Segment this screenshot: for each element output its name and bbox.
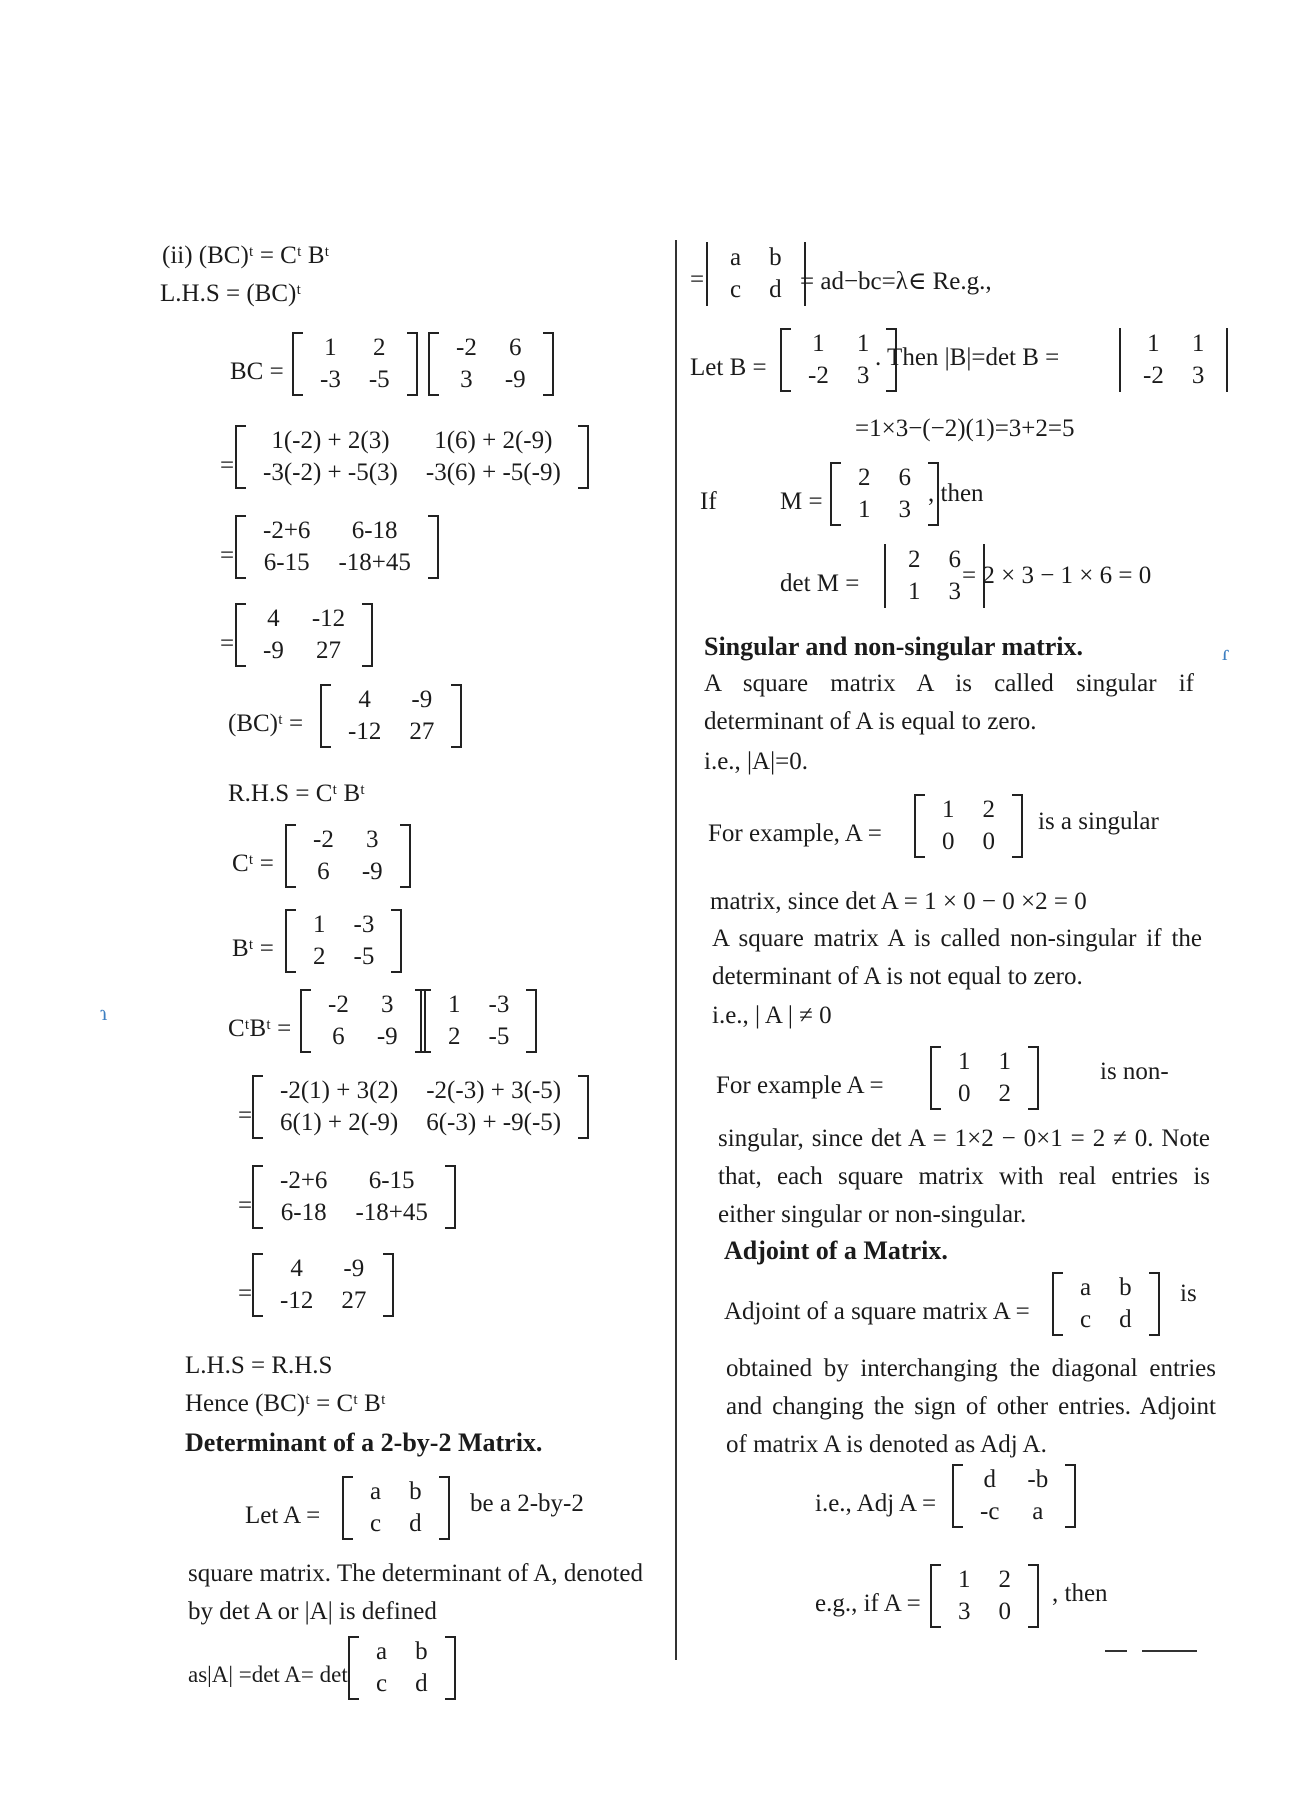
matrix-bracket-left — [285, 909, 296, 973]
matrix-entry: -9 — [504, 366, 526, 393]
matrix-grid — [362, 1636, 442, 1700]
matrix-bracket-right — [451, 684, 462, 748]
matrix-entry: 1 — [1147, 330, 1160, 357]
matrix-grid — [944, 1046, 1025, 1110]
matrix-entry: 6-15 — [263, 549, 310, 576]
adj-a-label: i.e., Adj A = — [815, 1490, 937, 1517]
matrix-adjoint-formula — [952, 1464, 1076, 1528]
matrix-entry: -2 — [1143, 362, 1164, 389]
matrix-grid — [249, 515, 425, 579]
matrix-entry: 6-18 — [280, 1199, 327, 1226]
matrix-entry: 2 — [313, 943, 326, 970]
matrix-row — [794, 328, 883, 360]
matrix-entry: d — [409, 1510, 422, 1537]
equals-sign: = — [220, 452, 235, 479]
matrix-row — [1129, 328, 1218, 360]
matrix-entry: 1 — [313, 911, 326, 938]
matrix-entry: 1(-2) + 2(3) — [271, 427, 390, 454]
matrix-entry: -2 — [328, 991, 349, 1018]
matrix-entry: 1(6) + 2(-9) — [434, 427, 553, 454]
matrix-entry: 0 — [958, 1080, 971, 1107]
matrix-row — [362, 1636, 442, 1668]
matrix-entry: 0 — [998, 1598, 1011, 1625]
matrix-entry: 6 — [948, 546, 961, 573]
matrix-product-sums — [235, 515, 439, 579]
matrix-entry: 3 — [365, 826, 379, 853]
nonsingular-reason: singular, since det A = 1×2 − 0×1 = 2 ≠ 0. Note that, each square matrix with real entries is either singular or non-singular. — [718, 1125, 1210, 1228]
matrix-entry: 2 — [908, 546, 921, 573]
matrix-bracket-right — [391, 909, 402, 973]
matrix-bracket-right — [578, 425, 589, 489]
matrix-entry: 2 — [998, 1566, 1011, 1593]
matrix-entry: 3 — [948, 578, 961, 605]
matrix-entry: -5 — [488, 1023, 510, 1050]
matrix-ctbt-sums — [252, 1165, 456, 1229]
matrix-bracket-left — [292, 332, 303, 396]
matrix-entry: 1 — [958, 1566, 971, 1593]
matrix-grid — [716, 242, 796, 306]
matrix-entry: 3 — [1191, 362, 1205, 389]
determinant-definition: square matrix. The determinant of A, denoted by det A or |A| is defined — [188, 1560, 643, 1625]
matrix-row — [266, 1107, 575, 1139]
matrix-row — [306, 364, 404, 396]
matrix-entry: 0 — [982, 828, 995, 855]
matrix-entry: -2 — [808, 362, 829, 389]
matrix-entry: c — [730, 276, 742, 303]
matrix-row — [356, 1508, 436, 1540]
matrix-row — [716, 242, 796, 274]
matrix-row — [1066, 1272, 1146, 1304]
matrix-bracket-left — [930, 1564, 941, 1628]
matrix-entry: -2 — [456, 334, 477, 361]
matrix-bt-copy — [420, 989, 537, 1053]
matrix-entry: 3 — [958, 1598, 971, 1625]
hence-line: Hence (BC)ᵗ = Cᵗ Bᵗ — [185, 1390, 386, 1417]
matrix-entry: a — [730, 244, 742, 271]
matrix-row — [266, 1253, 380, 1285]
matrix-entry: 1 — [998, 1048, 1011, 1075]
matrix-entry: 2 — [998, 1080, 1011, 1107]
matrix-entry: -3 — [320, 366, 341, 393]
matrix-row — [1066, 1304, 1146, 1336]
matrix-row — [249, 547, 425, 579]
matrix-row — [434, 989, 523, 1021]
as-det-label: as|A| =det A= det — [188, 1662, 348, 1687]
matrix-bracket-left — [252, 1253, 263, 1317]
matrix-entry: 4 — [358, 686, 371, 713]
matrix-entry: -2+6 — [280, 1167, 328, 1194]
matrix-grid — [266, 1253, 380, 1317]
is-non-text: is non- — [1100, 1058, 1169, 1085]
right-column — [690, 240, 1230, 1660]
let-a-label: Let A = — [245, 1502, 321, 1529]
equals-sign: = — [690, 266, 705, 293]
matrix-entry: 0 — [942, 828, 955, 855]
matrix-bracket-right — [578, 1075, 589, 1139]
matrix-entry: c — [376, 1670, 388, 1697]
matrix-bracket-right — [445, 1165, 456, 1229]
matrix-bracket-left — [300, 989, 311, 1053]
det-b — [1115, 328, 1232, 392]
matrix-bracket-left — [342, 1476, 353, 1540]
left-column — [150, 240, 650, 1697]
matrix-grid — [266, 1075, 575, 1139]
matrix-entry: 6-15 — [368, 1167, 415, 1194]
matrix-grid — [334, 684, 448, 748]
matrix-entry: 1 — [1191, 330, 1205, 357]
matrix-entry: -2(1) + 3(2) — [280, 1077, 399, 1104]
matrix-row — [249, 515, 425, 547]
matrix-bracket-left — [348, 1636, 359, 1700]
matrix-entry: 4 — [290, 1255, 303, 1282]
det-b-calculation: =1×3−(−2)(1)=3+2=5 — [855, 415, 1075, 442]
matrix-entry: 1 — [448, 991, 461, 1018]
matrix-adjoint-generic — [1052, 1272, 1160, 1336]
bc-label: BC = — [230, 358, 284, 385]
matrix-entry: -9 — [343, 1255, 365, 1282]
matrix-bracket-right — [1149, 1272, 1160, 1336]
is-label: is — [1180, 1280, 1197, 1307]
matrix-entry: 1 — [958, 1048, 971, 1075]
matrix-grid — [944, 1564, 1025, 1628]
matrix-entry: -9 — [361, 858, 383, 885]
matrix-grid — [356, 1476, 436, 1540]
matrix-grid — [1129, 328, 1218, 392]
matrix-entry: 6 — [317, 858, 330, 885]
matrix-grid — [928, 794, 1009, 858]
determinant-heading: Determinant of a 2-by-2 Matrix. — [185, 1428, 543, 1457]
matrix-entry: 1 — [858, 496, 871, 523]
matrix-row — [266, 1285, 380, 1317]
matrix-row — [266, 1197, 442, 1229]
matrix-entry: -9 — [376, 1023, 398, 1050]
transpose-statement: (ii) (BC)ᵗ = Cᵗ Bᵗ — [162, 242, 330, 269]
matrix-row — [249, 425, 575, 457]
matrix-entry: d — [415, 1670, 428, 1697]
matrix-entry: 6 — [898, 464, 911, 491]
matrix-entry: c — [1080, 1306, 1092, 1333]
matrix-bracket-left — [952, 1464, 963, 1528]
matrix-b — [428, 332, 554, 396]
nonsingular-definition: A square matrix A is called non-singular if the determinant of A is not equal to zero. — [712, 925, 1202, 990]
bc-transpose-label: (BC)ᵗ = — [228, 710, 304, 737]
matrix-bracket-left — [428, 332, 439, 396]
adjoint-definition: obtained by interchanging the diagonal entries and changing the sign of other entries. Adjoint of matrix A is denoted as Adj A. — [726, 1355, 1216, 1458]
matrix-row — [844, 494, 925, 526]
matrix-row — [299, 856, 397, 888]
matrix-row — [314, 1021, 412, 1053]
matrix-grid — [249, 425, 575, 489]
matrix-entry: 6 — [508, 334, 522, 361]
matrix-entry: b — [1119, 1274, 1132, 1301]
matrix-entry: 2 — [982, 796, 995, 823]
det-m-calculation: = 2 × 3 − 1 × 6 = 0 — [962, 562, 1152, 589]
matrix-grid — [299, 909, 388, 973]
matrix-row — [266, 1075, 575, 1107]
matrix-row — [944, 1078, 1025, 1110]
adjoint-intro: Adjoint of a square matrix A = — [724, 1298, 1030, 1325]
matrix-m — [830, 462, 939, 526]
matrix-entry: 1 — [908, 578, 921, 605]
matrix-entry: 27 — [341, 1287, 367, 1314]
matrix-bracket-right — [1028, 1564, 1039, 1628]
m-label: M = — [780, 488, 823, 515]
matrix-row — [928, 826, 1009, 858]
matrix-bt — [285, 909, 402, 973]
matrix-entry: a — [1080, 1274, 1092, 1301]
matrix-entry: 6 — [332, 1023, 345, 1050]
matrix-a — [292, 332, 418, 396]
matrix-entry: a — [376, 1638, 388, 1665]
matrix-bracket-right — [383, 1253, 394, 1317]
ct-label: Cᵗ = — [232, 850, 274, 877]
singular-condition: i.e., |A|=0. — [704, 748, 808, 775]
matrix-bc-result — [235, 603, 373, 667]
matrix-row — [266, 1165, 442, 1197]
ctbt-label: CᵗBᵗ = — [228, 1015, 292, 1042]
footer-rule-short — [1105, 1650, 1127, 1652]
matrix-row — [314, 989, 412, 1021]
matrix-bracket-left — [780, 328, 791, 392]
matrix-bracket-right — [439, 1476, 450, 1540]
matrix-bracket-left — [706, 242, 708, 306]
matrix-grid — [299, 824, 397, 888]
equals-sign: = — [238, 1102, 253, 1129]
matrix-bracket-left — [285, 824, 296, 888]
matrix-bracket-right — [1226, 328, 1228, 392]
matrix-a-generic — [342, 1476, 450, 1540]
matrix-ct-copy — [300, 989, 426, 1053]
matrix-entry: 1 — [942, 796, 955, 823]
matrix-entry: 2 — [448, 1023, 461, 1050]
matrix-entry: 1 — [812, 330, 825, 357]
for-example-label: For example, A = — [708, 820, 882, 847]
matrix-row — [944, 1046, 1025, 1078]
singular-reason: matrix, since det A = 1 × 0 − 0 ×2 = 0 — [710, 888, 1087, 915]
scan-mark: ɾ — [1222, 640, 1230, 665]
matrix-bracket-right — [1065, 1464, 1076, 1528]
matrix-entry: -3(-2) + -5(3) — [263, 459, 398, 486]
matrix-grid — [434, 989, 523, 1053]
matrix-grid — [844, 462, 925, 526]
matrix-grid — [966, 1464, 1062, 1528]
matrix-product-expansion — [235, 425, 589, 489]
equals-sign: = — [238, 1192, 253, 1219]
matrix-row — [299, 941, 388, 973]
matrix-entry: 2 — [372, 334, 386, 361]
matrix-bracket-left — [884, 544, 886, 608]
matrix-bracket-left — [930, 1046, 941, 1110]
matrix-entry: 3 — [460, 366, 473, 393]
matrix-row — [442, 364, 540, 396]
matrix-entry: 6-18 — [351, 517, 398, 544]
matrix-bracket-left — [830, 462, 841, 526]
matrix-grid — [249, 603, 359, 667]
matrix-entry: -18+45 — [338, 549, 411, 576]
matrix-bracket-right — [543, 332, 554, 396]
matrix-bracket-left — [914, 794, 925, 858]
matrix-entry: -3(6) + -5(-9) — [425, 459, 561, 486]
matrix-entry: 3 — [898, 496, 911, 523]
matrix-row — [306, 332, 404, 364]
matrix-nonsingular-example — [930, 1046, 1039, 1110]
matrix-row — [356, 1476, 436, 1508]
lhs-line: L.H.S = (BC)ᵗ — [160, 280, 302, 307]
bt-label: Bᵗ = — [232, 935, 274, 962]
matrix-entry: b — [769, 244, 782, 271]
matrix-row — [928, 794, 1009, 826]
matrix-entry: 27 — [315, 637, 341, 664]
matrix-entry: -2+6 — [263, 517, 311, 544]
lhs-equals-rhs: L.H.S = R.H.S — [185, 1352, 333, 1379]
matrix-bracket-right — [1012, 794, 1023, 858]
matrix-row — [334, 716, 448, 748]
rhs-line: R.H.S = Cᵗ Bᵗ — [228, 780, 365, 807]
column-divider — [675, 240, 677, 1660]
matrix-row — [966, 1464, 1062, 1496]
matrix-entry: -12 — [311, 605, 346, 632]
is-singular-text: is a singular — [1038, 808, 1159, 835]
matrix-entry: 27 — [409, 718, 435, 745]
matrix-ct — [285, 824, 411, 888]
matrix-entry: -18+45 — [355, 1199, 428, 1226]
matrix-row — [249, 457, 575, 489]
matrix-entry: d — [983, 1466, 996, 1493]
footer-rule-long — [1142, 1650, 1197, 1652]
matrix-bracket-left — [420, 989, 431, 1053]
matrix-entry: 2 — [858, 464, 871, 491]
then-label-2: , then — [1052, 1580, 1108, 1607]
matrix-ctbt-result — [252, 1253, 394, 1317]
then-label: , then — [928, 480, 984, 507]
matrix-row — [944, 1596, 1025, 1628]
matrix-row — [362, 1668, 442, 1700]
equals-sign: = — [220, 630, 235, 657]
matrix-row — [1129, 360, 1218, 392]
matrix-entry: d — [769, 276, 782, 303]
then-det-b: . Then |B|=det B = — [875, 344, 1060, 371]
matrix-entry: c — [370, 1510, 382, 1537]
matrix-row — [442, 332, 540, 364]
matrix-row — [334, 684, 448, 716]
matrix-entry: -2 — [313, 826, 334, 853]
matrix-bracket-right — [407, 332, 418, 396]
matrix-entry: -12 — [280, 1287, 314, 1314]
matrix-row — [966, 1496, 1062, 1528]
matrix-row — [249, 635, 359, 667]
matrix-bracket-right — [362, 603, 373, 667]
matrix-grid — [794, 328, 883, 392]
matrix-entry: d — [1119, 1306, 1132, 1333]
matrix-row — [434, 1021, 523, 1053]
matrix-bracket-left — [320, 684, 331, 748]
matrix-bc-transpose — [320, 684, 462, 748]
matrix-grid — [1066, 1272, 1146, 1336]
equals-sign: = — [220, 542, 235, 569]
matrix-bracket-right — [1028, 1046, 1039, 1110]
equals-sign: = — [238, 1280, 253, 1307]
matrix-singular-example — [914, 794, 1023, 858]
be-a-text: be a 2-by-2 — [470, 1490, 584, 1517]
matrix-entry: a — [370, 1478, 382, 1505]
matrix-ctbt-expansion — [252, 1075, 589, 1139]
matrix-entry: 1 — [324, 334, 337, 361]
scan-mark: ɿ — [100, 1000, 108, 1025]
matrix-bracket-left — [1119, 328, 1121, 392]
matrix-bracket-left — [252, 1075, 263, 1139]
det-generic — [702, 242, 810, 306]
matrix-bracket-left — [235, 603, 246, 667]
matrix-entry: -9 — [411, 686, 433, 713]
matrix-bracket-right — [526, 989, 537, 1053]
matrix-bracket-right — [428, 515, 439, 579]
matrix-bracket-left — [235, 425, 246, 489]
matrix-entry: b — [415, 1638, 428, 1665]
matrix-entry: a — [1032, 1498, 1044, 1525]
matrix-entry: 6(-3) + -9(-5) — [426, 1109, 562, 1136]
matrix-entry: 6(1) + 2(-9) — [280, 1109, 399, 1136]
matrix-entry: -3 — [488, 991, 510, 1018]
det-m-label: det M = — [780, 570, 860, 597]
matrix-row — [844, 462, 925, 494]
matrix-grid — [306, 332, 404, 396]
singular-definition: A square matrix A is called singular if determinant of A is equal to zero. — [704, 670, 1194, 735]
matrix-row — [944, 1564, 1025, 1596]
matrix-bracket-left — [1052, 1272, 1063, 1336]
matrix-bracket-left — [235, 515, 246, 579]
matrix-bracket-right — [400, 824, 411, 888]
matrix-entry: -b — [1027, 1466, 1049, 1493]
nonsingular-condition: i.e., | A | ≠ 0 — [712, 1002, 832, 1029]
eg-if-label: e.g., if A = — [815, 1590, 921, 1617]
matrix-row — [299, 909, 388, 941]
matrix-grid — [266, 1165, 442, 1229]
matrix-grid — [442, 332, 540, 396]
matrix-entry: 4 — [267, 605, 280, 632]
matrix-entry: 3 — [380, 991, 394, 1018]
matrix-det-generic — [348, 1636, 456, 1700]
matrix-entry: -5 — [353, 943, 375, 970]
adjoint-heading: Adjoint of a Matrix. — [724, 1236, 948, 1265]
matrix-entry: -c — [980, 1498, 1000, 1525]
det-formula: = ad−bc=λ∈ Re.g., — [800, 268, 992, 295]
matrix-row — [299, 824, 397, 856]
matrix-row — [794, 360, 883, 392]
matrix-entry: -12 — [348, 718, 382, 745]
matrix-adjoint-example — [930, 1564, 1039, 1628]
if-label: If — [700, 488, 717, 515]
matrix-row — [716, 274, 796, 306]
singular-heading: Singular and non-singular matrix. — [704, 632, 1084, 661]
matrix-entry: -9 — [263, 637, 284, 664]
matrix-entry: -2(-3) + 3(-5) — [426, 1077, 562, 1104]
matrix-entry: 1 — [856, 330, 870, 357]
matrix-entry: 3 — [856, 362, 870, 389]
for-example-label-2: For example A = — [716, 1072, 884, 1099]
let-b-label: Let B = — [690, 354, 767, 381]
matrix-bracket-left — [252, 1165, 263, 1229]
matrix-entry: -3 — [353, 911, 375, 938]
matrix-bracket-right — [445, 1636, 456, 1700]
matrix-entry: -5 — [368, 366, 390, 393]
matrix-grid — [314, 989, 412, 1053]
matrix-row — [249, 603, 359, 635]
matrix-entry: b — [409, 1478, 422, 1505]
